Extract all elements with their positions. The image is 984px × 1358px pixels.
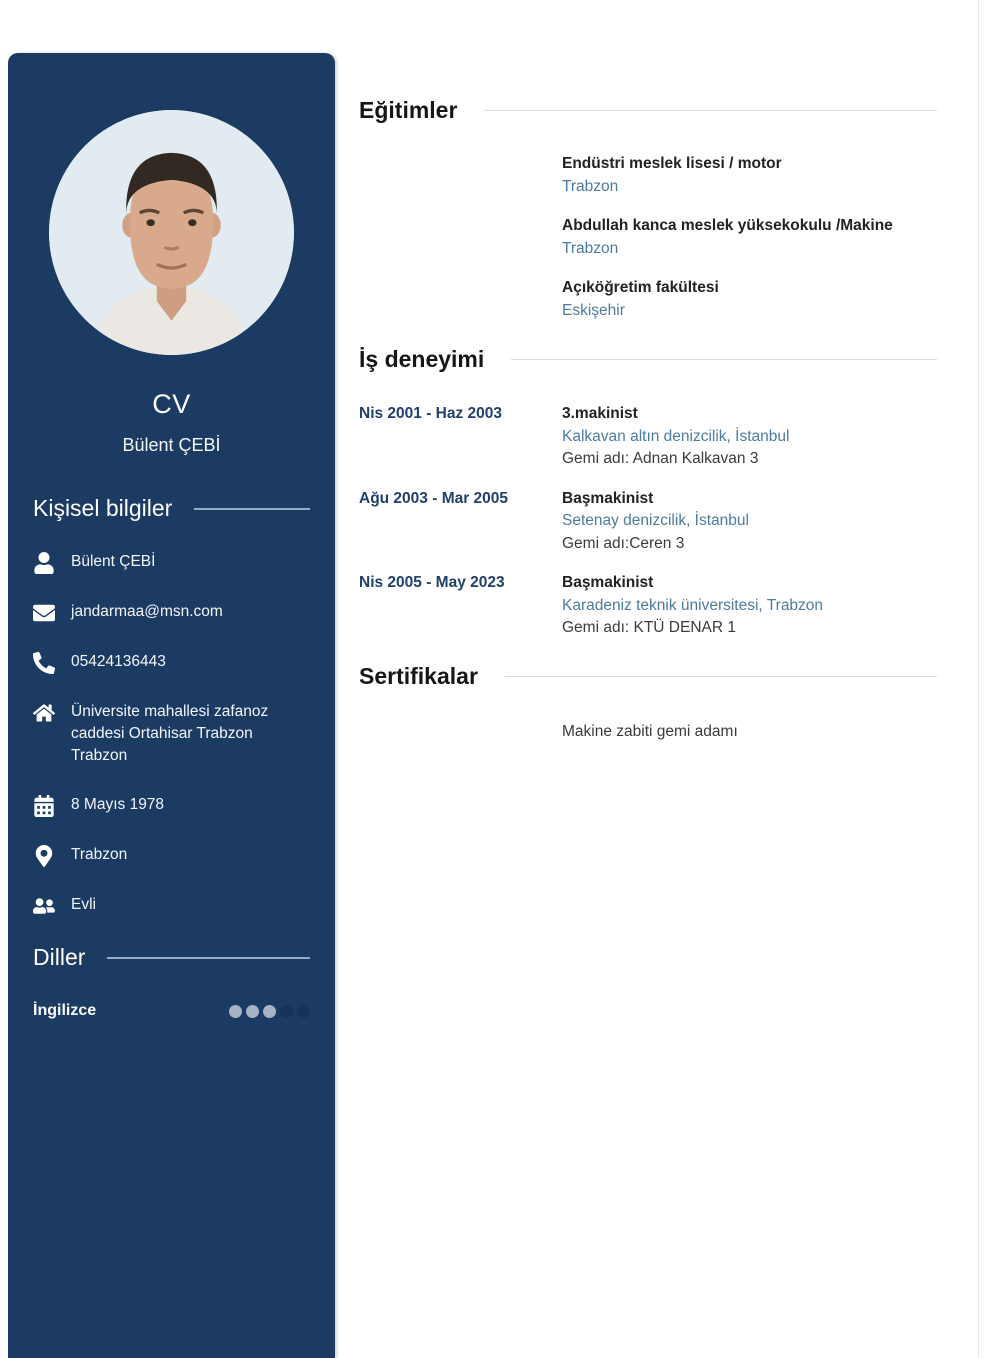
experience-company: Karadeniz teknik üniversitesi, Trabzon	[562, 596, 824, 614]
section-rule	[484, 110, 937, 111]
main-content	[359, 0, 937, 1358]
level-dot	[280, 1005, 293, 1018]
cv-title: CV	[152, 389, 191, 419]
contact-name-value: Bülent ÇEBİ	[71, 553, 156, 570]
experience-detail	[562, 488, 937, 556]
calendar-icon	[33, 794, 57, 817]
contact-row-name	[33, 551, 310, 574]
experience-company: Kalkavan altın denizcilik, İstanbul	[562, 427, 790, 445]
experience-detail	[562, 572, 937, 640]
experience-period: Nis 2001 - Haz 2003	[359, 405, 503, 422]
education-item	[562, 214, 937, 260]
experience-title: Başmakinist	[562, 489, 654, 507]
language-name: İngilizce	[33, 1002, 97, 1019]
contact-phone-value: 05424136443	[71, 653, 166, 670]
experience-item	[359, 572, 937, 640]
heading-rule	[194, 508, 310, 510]
contact-marital-status-value: Evli	[71, 896, 96, 913]
certificates-section-heading	[359, 663, 937, 690]
certificate-item: Makine zabiti gemi adamı	[562, 723, 738, 740]
contact-row-marital-status	[33, 894, 310, 917]
user-icon	[33, 551, 57, 574]
education-item	[562, 276, 937, 322]
contact-email-value: jandarmaa@msn.com	[71, 603, 223, 620]
contact-row-birthdate	[33, 794, 310, 817]
contact-row-phone	[33, 651, 310, 674]
education-section-heading	[359, 97, 937, 124]
people-icon	[33, 894, 57, 917]
level-dot	[297, 1005, 310, 1018]
education-location: Trabzon	[562, 240, 619, 257]
experience-heading-label: İş deneyimi	[359, 346, 485, 372]
education-title: Endüstri meslek lisesi / motor	[562, 155, 782, 172]
experience-note: Gemi adı: KTÜ DENAR 1	[562, 619, 736, 636]
contact-birthdate-value: 8 Mayıs 1978	[71, 796, 165, 813]
education-title: Açıköğretim fakültesi	[562, 279, 719, 296]
experience-period: Ağu 2003 - Mar 2005	[359, 489, 509, 507]
heading-rule	[107, 957, 310, 959]
section-rule	[505, 676, 937, 677]
experience-company: Setenay denizcilik, İstanbul	[562, 512, 749, 529]
education-location: Trabzon	[562, 178, 619, 195]
phone-icon	[33, 651, 57, 674]
certificates-heading-label: Sertifikalar	[359, 663, 478, 689]
home-icon	[33, 701, 57, 767]
experience-item	[359, 403, 937, 471]
sidebar	[8, 53, 335, 1358]
section-rule	[511, 359, 937, 360]
portrait-illustration	[49, 110, 294, 355]
profile-photo	[49, 110, 294, 355]
cv-person-name: Bülent ÇEBİ	[122, 435, 221, 455]
contact-row-email	[33, 601, 310, 624]
level-dot	[263, 1005, 276, 1018]
experience-list	[359, 403, 937, 657]
contact-row-address	[33, 701, 310, 767]
education-title: Abdullah kanca meslek yüksekokulu /Makine	[562, 217, 893, 234]
education-heading-label: Eğitimler	[359, 97, 458, 123]
level-dot	[246, 1005, 259, 1018]
language-row	[33, 1002, 310, 1020]
personal-info-heading	[33, 495, 310, 522]
experience-note: Gemi adı: Adnan Kalkavan 3	[562, 450, 759, 467]
education-list	[562, 152, 937, 338]
experience-section-heading	[359, 346, 937, 373]
map-pin-icon	[33, 844, 57, 867]
experience-title: Başmakinist	[562, 574, 654, 591]
experience-item	[359, 488, 937, 556]
certificates-list	[562, 721, 937, 743]
contact-row-city	[33, 844, 310, 867]
education-location: Eskişehir	[562, 302, 625, 319]
page-right-border	[978, 0, 979, 1358]
experience-detail	[562, 403, 937, 471]
envelope-icon	[33, 601, 57, 624]
personal-info-heading-label: Kişisel bilgiler	[33, 495, 173, 521]
contact-city-value: Trabzon	[71, 846, 128, 863]
experience-title: 3.makinist	[562, 405, 638, 422]
level-dot	[229, 1005, 242, 1018]
languages-heading	[33, 944, 310, 971]
language-level-dots	[229, 1005, 310, 1018]
education-item	[562, 152, 937, 198]
experience-period: Nis 2005 - May 2023	[359, 574, 505, 591]
experience-note: Gemi adı:Ceren 3	[562, 534, 685, 552]
contact-list	[33, 551, 310, 917]
contact-address-value: Üniversite mahallesi zafanoz caddesi Ortahisar Trabzon Trabzon	[71, 703, 269, 764]
languages-heading-label: Diller	[33, 944, 86, 970]
